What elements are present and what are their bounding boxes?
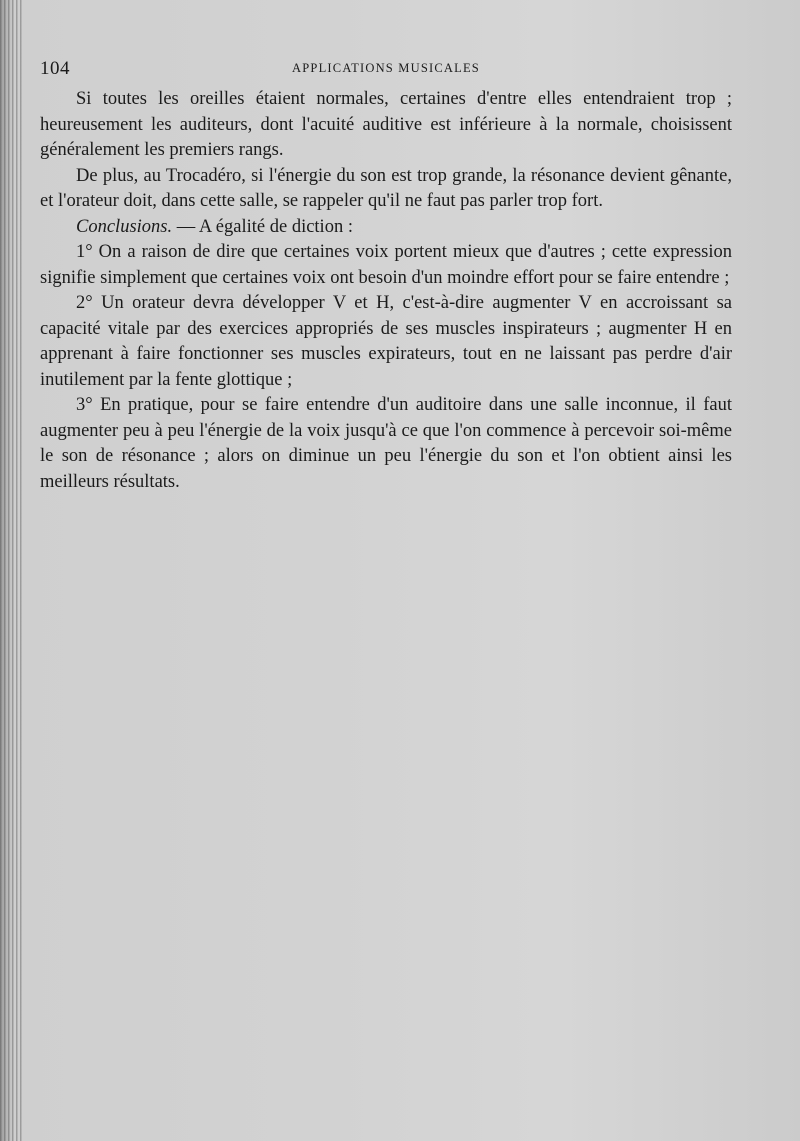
conclusions-heading [40,215,732,241]
list-item: 2° Un orateur devra développer V et H, c'est-à-dire augmenter V en accroissant sa capacité vitale par des exercices appropriés de ses muscles inspirateurs ; augmenter H en apprenant à faire fonctionner ses muscles expirateurs, tout en ne laissant pas perdre d'air inutilement par la fente glottique ; [40,293,732,390]
list-item: 3° En pratique, pour se faire entendre d'un auditoire dans une salle inconnue, il faut augmenter peu à peu l'énergie de la voix jusqu'à ce que l'on commence à percevoir soi-même le son de résonance ; alors on diminue un peu l'énergie du son et l'on obtient ainsi les meilleurs résultats. [40,395,732,492]
paragraph: De plus, au Trocadéro, si l'énergie du son est trop grande, la résonance devient gênante, et l'orateur doit, dans cette salle, se rappeler qu'il ne faut pas parler trop fort. [40,165,732,211]
running-title: APPLICATIONS MUSICALES [292,61,480,75]
page-number: 104 [40,58,70,79]
conclusions-label: Conclusions. [76,216,173,237]
list-item: 1° On a raison de dire que certaines voix portent mieux que d'autres ; cette expression signifie simplement que certaines voix ont besoin d'un moindre effort pour se faire entendre ; [40,242,732,288]
page-header [40,58,732,80]
body-text [40,87,732,495]
paragraph: Si toutes les oreilles étaient normales, certaines d'entre elles entendraient trop ; heureusement les auditeurs, dont l'acuité auditive est inférieure à la normale, choisissent généralement les premiers rangs. [40,89,732,160]
conclusions-text: — A égalité de diction : [172,216,353,237]
